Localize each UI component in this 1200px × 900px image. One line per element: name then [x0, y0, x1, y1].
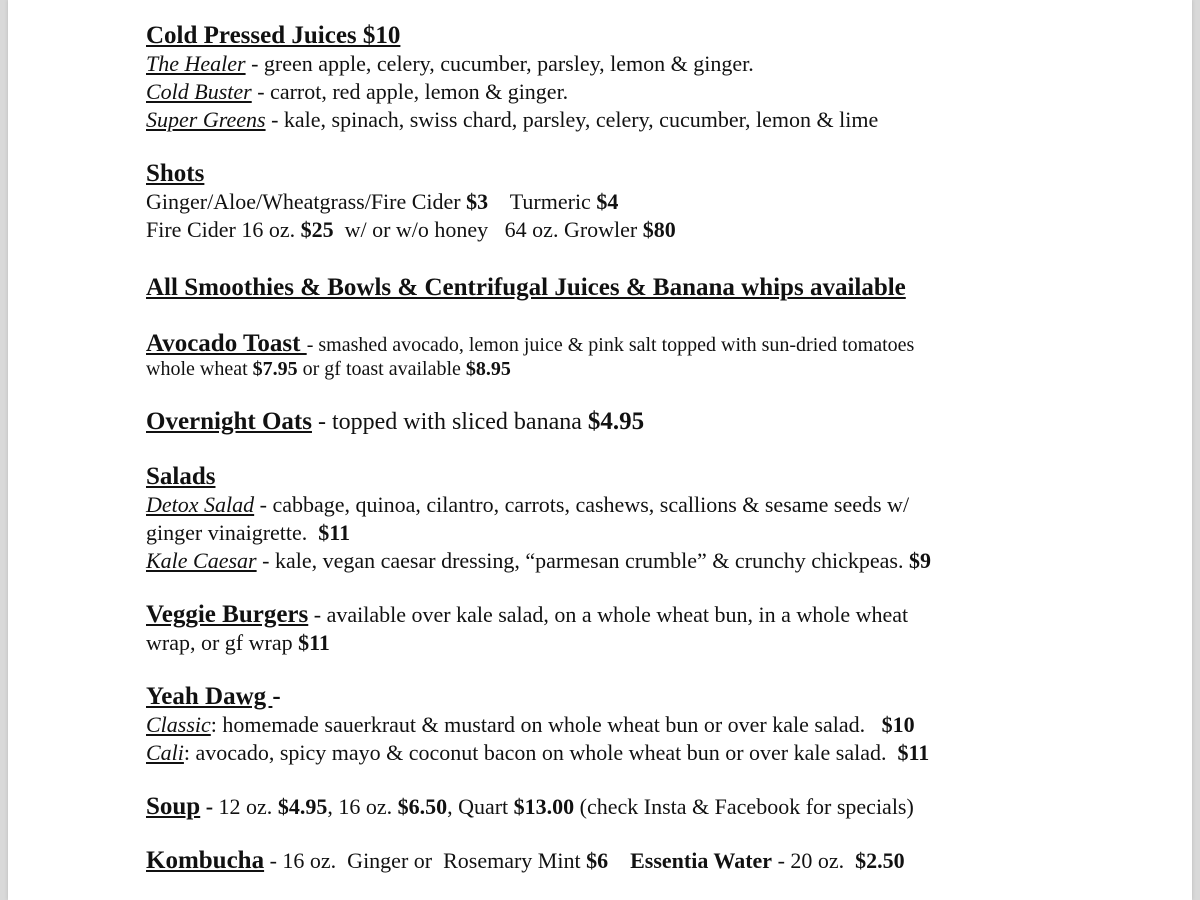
juices-section: [146, 22, 1086, 50]
banner-text: All Smoothies & Bowls & Centrifugal Juices & Banana whips available: [146, 274, 906, 301]
avocado-gf-text: or gf toast available: [297, 358, 466, 380]
dawg-name: Cali: [146, 740, 184, 765]
juices-heading: Cold Pressed Juices $10: [146, 22, 401, 49]
salad-desc: - kale, vegan caesar dressing, “parmesan crumble” & crunchy chickpeas.: [256, 548, 909, 573]
juice-name: Cold Buster: [146, 79, 252, 104]
shots-section: [146, 160, 1086, 188]
oats-title: Overnight Oats: [146, 408, 312, 435]
dawg-dash: -: [272, 683, 281, 710]
avocado-prices: [146, 357, 1086, 381]
burgers-desc: - available over kale salad, on a whole wheat bun, in a whole wheat: [308, 602, 909, 627]
salad-name: Kale Caesar: [146, 548, 257, 573]
shots-line-1: [146, 188, 1086, 216]
turmeric-text: Turmeric: [488, 189, 597, 214]
salads-heading: Salads: [146, 463, 216, 490]
kombucha-price: $6: [586, 848, 609, 873]
dawg-item: [146, 711, 1086, 739]
salad-item-cont: [146, 519, 1086, 547]
avocado-desc: - smashed avocado, lemon juice & pink salt topped with sun-dried tomatoes: [306, 334, 915, 356]
soup-price-2: $6.50: [397, 794, 448, 819]
dawg-section: [146, 683, 1086, 711]
soup-note: (check Insta & Facebook for specials): [574, 794, 914, 819]
shots-heading: Shots: [146, 160, 205, 187]
soup-size-3: , Quart: [447, 794, 514, 819]
burgers-title: Veggie Burgers: [146, 601, 309, 628]
salad-price: $11: [318, 520, 351, 545]
dawg-title: Yeah Dawg: [146, 683, 273, 710]
dawg-desc: : homemade sauerkraut & mustard on whole wheat bun or over kale salad.: [210, 712, 882, 737]
oats-section: [146, 407, 1086, 437]
burgers-section: [146, 601, 1086, 629]
soup-section: [146, 793, 1086, 821]
turmeric-price: $4: [596, 189, 619, 214]
soup-price-3: $13.00: [513, 794, 575, 819]
dawg-desc: : avocado, spicy mayo & coconut bacon on whole wheat bun or over kale salad.: [183, 740, 898, 765]
water-desc: - 20 oz.: [772, 848, 856, 873]
burgers-price: $11: [298, 630, 330, 655]
salads-section: [146, 463, 1086, 491]
juice-desc: - green apple, celery, cucumber, parsley, lemon & ginger.: [245, 51, 754, 76]
avocado-ww-text: whole wheat: [146, 358, 253, 380]
soup-size-2: , 16 oz.: [327, 794, 398, 819]
menu-page: [8, 0, 1192, 900]
soup-size-1: 12 oz.: [218, 794, 278, 819]
juice-item: [146, 106, 1086, 134]
dawg-name: Classic: [146, 712, 211, 737]
juice-desc: - carrot, red apple, lemon & ginger.: [251, 79, 569, 104]
avocado-section: [146, 332, 1086, 357]
dawg-price: $10: [881, 712, 915, 737]
water-title: Essentia Water: [608, 848, 773, 873]
shots-text: Ginger/Aloe/Wheatgrass/Fire Cider: [146, 189, 467, 214]
burgers-desc-cont: wrap, or gf wrap: [146, 630, 299, 655]
shots-price: $3: [466, 189, 489, 214]
availability-banner: [146, 274, 1086, 302]
juice-name: The Healer: [146, 51, 246, 76]
menu-content: [146, 22, 1086, 875]
juice-item: [146, 50, 1086, 78]
soup-title: Soup: [146, 793, 201, 820]
soup-price-1: $4.95: [277, 794, 328, 819]
salad-desc: - cabbage, quinoa, cilantro, carrots, cashews, scallions & sesame seeds w/: [254, 492, 910, 517]
juice-desc: - kale, spinach, swiss chard, parsley, celery, cucumber, lemon & lime: [265, 107, 879, 132]
kombucha-title: Kombucha: [146, 847, 265, 874]
water-price: $2.50: [855, 848, 905, 873]
salad-item: [146, 491, 1086, 519]
juice-name: Super Greens: [146, 107, 266, 132]
kombucha-section: [146, 847, 1086, 875]
soup-dash: -: [200, 794, 219, 819]
dawg-item: [146, 739, 1086, 767]
salad-desc-cont: ginger vinaigrette.: [146, 520, 319, 545]
juice-item: [146, 78, 1086, 106]
oats-price: $4.95: [587, 408, 645, 435]
fire-cider-text: Fire Cider 16 oz.: [146, 217, 301, 242]
fire-cider-price: $25: [300, 217, 334, 242]
avocado-ww-price: $7.95: [252, 358, 298, 380]
avocado-title: Avocado Toast: [146, 330, 307, 357]
growler-text: w/ or w/o honey 64 oz. Growler: [333, 217, 643, 242]
salad-name: Detox Salad: [146, 492, 255, 517]
avocado-gf-price: $8.95: [465, 358, 511, 380]
burgers-cont: [146, 629, 1086, 657]
salad-item: [146, 547, 1086, 575]
kombucha-desc: - 16 oz. Ginger or Rosemary Mint: [264, 848, 587, 873]
growler-price: $80: [642, 217, 676, 242]
shots-line-2: [146, 216, 1086, 244]
oats-desc: - topped with sliced banana: [311, 409, 588, 435]
salad-price: $9: [909, 548, 931, 573]
dawg-price: $11: [897, 740, 930, 765]
